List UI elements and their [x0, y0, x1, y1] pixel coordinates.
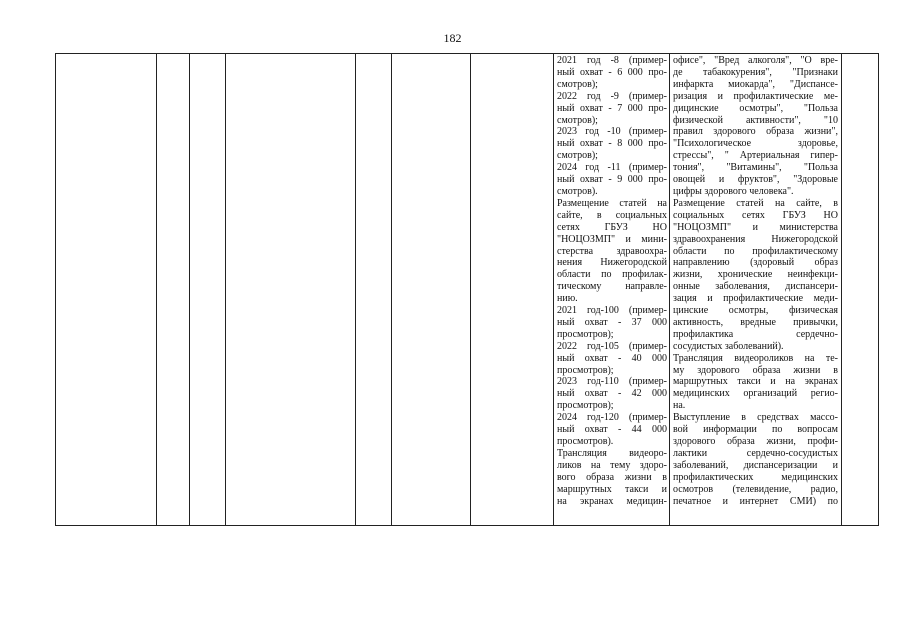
text-line: Трансляция видеороликов на те-: [673, 352, 838, 364]
text-line: нию.: [557, 293, 578, 305]
text-line: 2024 год-120 (пример-: [557, 412, 667, 424]
text-line: маршрутных такси и на экранах: [673, 376, 838, 388]
text-line: Трансляция видеоро-: [557, 447, 667, 459]
text-line: здравоохранения Нижегородской: [673, 233, 838, 245]
text-line: ный охват - 7 000 про-: [557, 102, 667, 114]
text-line: вой информации по вопросам: [673, 424, 838, 436]
text-line: социальных сетях ГБУЗ НО: [673, 209, 838, 221]
text-line: 2022 год -9 (пример-: [557, 90, 667, 102]
empty-cell-3: [190, 54, 226, 526]
text-line: онные заболевания, диспансери-: [673, 281, 838, 293]
empty-cell-7: [471, 54, 554, 526]
text-line: области по профилак-: [557, 269, 667, 281]
text-line: "Психологическое здоровье,: [673, 138, 838, 150]
empty-cell-10: [842, 54, 879, 526]
text-line: "НОЦОЗМП" и мини-: [557, 233, 667, 245]
text-line: осмотров (телевидение, радио,: [673, 483, 838, 495]
text-line: медицинских организаций регио-: [673, 388, 838, 400]
text-line: нения Нижегородской: [557, 257, 667, 269]
text-line: стерства здравоохра-: [557, 245, 667, 257]
text-line: инфаркта миокарда", "Диспансе-: [673, 78, 838, 90]
text-line: сайте, в социальных: [557, 209, 667, 221]
text-line: на экранах медицин-: [557, 495, 667, 507]
text-line: смотров).: [557, 185, 598, 197]
text-line: тическому направле-: [557, 281, 667, 293]
text-line: цифры здорового человека".: [673, 185, 794, 197]
document-table: [55, 53, 879, 526]
text-line: тония", "Витамины", "Польза: [673, 162, 838, 174]
text-line: физической активности", "10: [673, 114, 838, 126]
text-line: 2024 год -11 (пример-: [557, 162, 667, 174]
text-line: вого образа жизни в: [557, 471, 667, 483]
text-line: стрессы", " Артериальная гипер-: [673, 150, 838, 162]
text-line: на.: [673, 400, 686, 412]
text-line: заболеваний, диспансеризации и: [673, 459, 838, 471]
empty-cell-1: [56, 54, 157, 526]
text-line: смотров);: [557, 114, 598, 126]
text-line: смотров);: [557, 150, 598, 162]
text-line: ный охват - 6 000 про-: [557, 66, 667, 78]
text-line: направлению (здоровый образ: [673, 257, 838, 269]
empty-cell-6: [392, 54, 471, 526]
text-line: ный охват - 37 000: [557, 316, 667, 328]
text-line: просмотров).: [557, 436, 614, 447]
text-line: Выступление в средствах массо-: [673, 412, 838, 424]
text-line: активность, вредные привычки,: [673, 316, 838, 328]
text-line: Размещение статей на: [557, 197, 667, 209]
text-line: ный охват - 42 000: [557, 388, 667, 400]
text-line: "НОЦОЗМП" и министерства: [673, 221, 838, 233]
text-line: сетях ГБУЗ НО: [557, 221, 667, 233]
text-line: 2021 год-100 (пример-: [557, 305, 667, 317]
text-line: ный охват - 9 000 про-: [557, 174, 667, 186]
text-line: смотров);: [557, 78, 598, 90]
text-line: жизни, хронические неинфекци-: [673, 269, 838, 281]
activities-cell: [670, 54, 842, 526]
activities-text: [670, 54, 841, 507]
text-line: просмотров);: [557, 328, 614, 340]
text-line: 2021 год -8 (пример-: [557, 55, 667, 66]
text-line: просмотров);: [557, 364, 614, 376]
indicators-cell: [554, 54, 670, 526]
text-line: ликов на тему здоро-: [557, 459, 667, 471]
text-line: области по профилактическому: [673, 245, 838, 257]
empty-cell-2: [157, 54, 190, 526]
text-line: 2022 год-105 (пример-: [557, 340, 667, 352]
text-line: ный охват - 8 000 про-: [557, 138, 667, 150]
text-line: лактики сердечно-сосудистых: [673, 447, 838, 459]
text-line: ный охват - 44 000: [557, 424, 667, 436]
text-line: де табакокурения", "Признаки: [673, 66, 838, 78]
empty-cell-4: [226, 54, 356, 526]
text-line: печатное и интернет СМИ) по: [673, 495, 838, 507]
text-line: ризация и профилактические ме-: [673, 90, 838, 102]
empty-cell-5: [356, 54, 392, 526]
page-number: 182: [443, 31, 462, 45]
text-line: Размещение статей на сайте, в: [673, 197, 838, 209]
text-line: ный охват - 40 000: [557, 352, 667, 364]
text-line: просмотров);: [557, 400, 614, 412]
text-line: зация и профилактические меди-: [673, 293, 838, 305]
text-line: му здорового образа жизни в: [673, 364, 838, 376]
text-line: сосудистых заболеваний).: [673, 340, 784, 352]
text-line: 2023 год-110 (пример-: [557, 376, 667, 388]
indicators-text: [554, 54, 669, 507]
text-line: маршрутных такси и: [557, 483, 667, 495]
text-line: профилактических медицинских: [673, 471, 838, 483]
text-line: цинские осмотры, физическая: [673, 305, 838, 317]
text-line: офисе", "Вред алкоголя", "О вре-: [673, 55, 838, 66]
table-row: [56, 54, 879, 526]
text-line: профилактика сердечно-: [673, 328, 838, 340]
text-line: здорового образа жизни, профи-: [673, 436, 838, 447]
text-line: дицинские осмотры", "Польза: [673, 102, 838, 114]
text-line: 2023 год -10 (пример-: [557, 126, 667, 138]
text-line: правил здорового образа жизни",: [673, 126, 838, 138]
text-line: овощей и фруктов", "Здоровые: [673, 174, 838, 186]
